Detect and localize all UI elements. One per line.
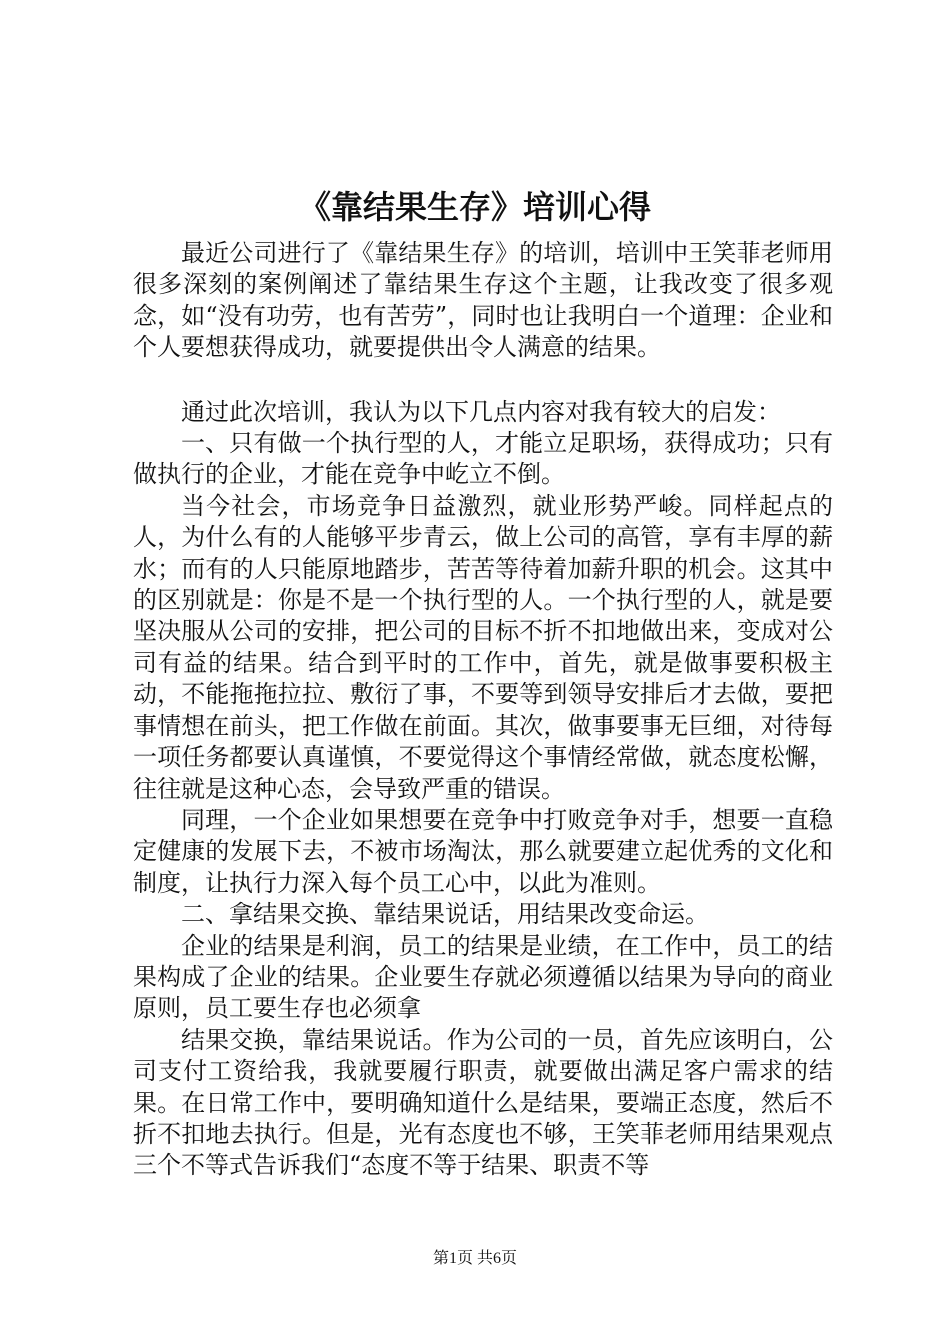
page-footer: 第1页 共6页 [432,1250,517,1267]
paragraph-point-two: 二、拿结果交换、靠结果说话，用结果改变命运。 [181,900,709,929]
paragraph-inspiration: 通过此次培训，我认为以下几点内容对我有较大的启发： [181,397,781,426]
paragraph-point-one: 一、只有做一个执行型的人，才能立足职场，获得成功；只有做执行的企业，才能在竞争中屹立不倒。 [133,429,833,489]
paragraph-execution: 当今社会，市场竞争日益激烈，就业形势严峻。同样起点的人，为什么有的人能够平步青云，做上公司的高管，享有丰厚的薪水；而有的人只能原地踏步，苦苦等待着加薪升职的机会。这其中的区别就是：你是不是一个执行型的人。一个执行型的人，就是要坚决服从公司的安排，把公司的目标不折不扣地做出来，变成对公司有益的结果。结合到平时的工作中，首先，就是做事要积极主动，不能拖拖拉拉、敷衍了事，不要等到领导安排后才去做，要把事情想在前头，把工作做在前面。其次，做事要事无巨细，对待每一项任务都要认真谨慎，不要觉得这个事情经常做，就态度松懈，往往就是这种心态，会导致严重的错误。 [133,491,833,803]
paragraph-exchange: 结果交换，靠结果说话。作为公司的一员，首先应该明白，公司支付工资给我，我就要履行职责，就要做出满足客户需求的结果。在日常工作中，要明确知道什么是结果，要端正态度，然后不折不扣地去执行。但是，光有态度也不够，王笑菲老师用结果观点三个不等式告诉我们“态度不等于结果、职责不等 [133,1025,833,1180]
paragraph-enterprise: 同理，一个企业如果想要在竞争中打败竞争对手，想要一直稳定健康的发展下去，不被市场淘汰，那么就要建立起优秀的文化和制度，让执行力深入每个员工心中，以此为准则。 [133,805,833,897]
document-title: 《靠结果生存》培训心得 [298,188,651,226]
paragraph-results: 企业的结果是利润，员工的结果是业绩，在工作中，员工的结果构成了企业的结果。企业要生存就必须遵循以结果为导向的商业原则，员工要生存也必须拿 [133,931,833,1023]
document-body [133,238,833,1182]
paragraph-intro: 最近公司进行了《靠结果生存》的培训，培训中王笑菲老师用很多深刻的案例阐述了靠结果生存这个主题，让我改变了很多观念，如“没有功劳，也有苦劳”，同时也让我明白一个道理：企业和个人要想获得成功，就要提供出令人满意的结果。 [133,239,833,362]
